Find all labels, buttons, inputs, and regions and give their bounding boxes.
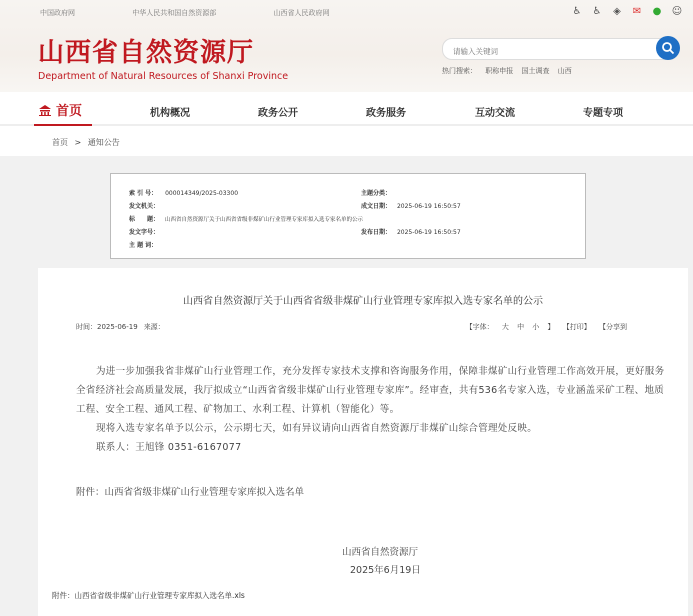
breadcrumb <box>52 137 120 148</box>
home-icon <box>38 104 52 116</box>
top-links <box>40 8 384 18</box>
font-size-medium-button[interactable]: 中 <box>517 323 525 331</box>
time-label: 时间： <box>76 323 97 331</box>
article-title: 山西省自然资源厅关于山西省省级非煤矿山行业管理专家库拟入选专家名单的公示 <box>183 296 543 307</box>
article-signature: 山西省自然资源厅 <box>342 547 419 558</box>
meta-title-value: 山西省自然资源厅关于山西省省级非煤矿山行业管理专家库拟入选专家名单的公示 <box>164 217 363 223</box>
document-meta-table <box>110 173 586 259</box>
meta-index-value: 000014349/2025-03300 <box>165 190 239 197</box>
main-nav <box>0 96 693 126</box>
breadcrumb-separator: > <box>74 138 82 147</box>
site-title[interactable]: 山西省自然资源厅 <box>38 38 255 68</box>
hot-search-label: 热门搜索： <box>442 67 477 75</box>
top-link-mnr[interactable]: 中华人民共和国自然资源部 <box>132 9 217 17</box>
mobile-icon[interactable]: ◈ <box>613 6 621 17</box>
source-label: 来源： <box>143 323 165 331</box>
hot-search <box>442 66 578 76</box>
meta-index-label: 索 引 号： <box>129 190 158 197</box>
breadcrumb-home[interactable]: 首页 <box>52 138 68 147</box>
meta-category-label: 主题分类： <box>361 190 392 197</box>
article-tools <box>466 322 627 332</box>
article-panel <box>38 268 688 616</box>
hot-search-item[interactable]: 山西 <box>557 67 572 75</box>
attachment-file-link[interactable]: 附件：山西省省级非煤矿山行业管理专家库拟入选名单.xls <box>52 591 245 600</box>
meta-created-value: 2025-06-19 16:50:57 <box>396 203 461 210</box>
nav-item-services[interactable]: 政务服务 <box>366 108 406 119</box>
user-icon[interactable]: ☺ <box>671 6 683 17</box>
font-size-end: 】 <box>547 323 555 331</box>
hot-search-item[interactable]: 职称申报 <box>485 67 514 75</box>
nav-item-about[interactable]: 机构概况 <box>150 108 190 119</box>
time-value: 2025-06-19 <box>97 323 138 331</box>
breadcrumb-current[interactable]: 通知公告 <box>87 138 120 147</box>
article-sign-date: 2025年6月19日 <box>350 565 421 576</box>
nav-item-home[interactable]: 首页 <box>38 100 82 119</box>
meta-keywords-label: 主 题 词： <box>129 242 158 249</box>
nav-item-gov-affairs[interactable]: 政务公开 <box>258 108 298 119</box>
weibo-icon[interactable]: ✉ <box>632 6 642 17</box>
meta-pubdate-label: 发布日期： <box>361 229 392 236</box>
article-body <box>76 362 666 457</box>
font-size-small-button[interactable]: 小 <box>532 323 540 331</box>
nav-item-interaction[interactable]: 互动交流 <box>475 108 515 119</box>
hot-search-item[interactable]: 国土调查 <box>521 67 550 75</box>
search-input[interactable] <box>451 46 635 57</box>
meta-pubdate-value: 2025-06-19 16:50:57 <box>396 229 461 236</box>
meta-title-label: 标 题： <box>129 216 160 223</box>
site-header <box>0 0 693 92</box>
nav-active-indicator <box>34 124 92 126</box>
share-button[interactable]: 【分享到 <box>599 323 627 331</box>
search-box <box>442 38 679 60</box>
meta-created-label: 成文日期： <box>361 203 392 210</box>
article-contact: 联系人：王旭锋 0351-6167077 <box>96 442 242 453</box>
font-size-label: 【字体： <box>465 323 494 331</box>
print-button[interactable]: 【打印】 <box>562 323 591 331</box>
top-icons <box>571 6 683 17</box>
nav-item-topics[interactable]: 专题专项 <box>583 108 623 119</box>
wechat-icon[interactable]: ● <box>652 6 662 17</box>
accessibility-icon[interactable]: ♿ <box>572 6 582 17</box>
meta-docno-label: 发文字号： <box>129 229 160 236</box>
article-info <box>76 322 165 332</box>
article-paragraph: 为进一步加强我省非煤矿山行业管理工作，充分发挥专家技术支撑和咨询服务作用，保障非煤矿山行业管理工作高效开展，更好服务全省经济社会高质量发展，我厅拟成立“山西省省级非煤矿山行业管理专家库”。经审查，共有536名专家入选，专业涵盖采矿工程、地质工程、安全工程、通风工程、矿物加工、水利工程、计算机（智能化）等。 <box>76 366 665 415</box>
elderly-mode-icon[interactable]: ♿ <box>592 6 602 17</box>
meta-publisher-label: 发文机关： <box>129 203 160 210</box>
top-link-gov[interactable]: 中国政府网 <box>40 9 75 17</box>
article-attachment-note: 附件：山西省省级非煤矿山行业管理专家库拟入选名单 <box>76 487 305 498</box>
article-paragraph: 现将入选专家名单予以公示，公示期七天，如有异议请向山西省自然资源厅非煤矿山综合管理处反映。 <box>96 423 538 434</box>
font-size-large-button[interactable]: 大 <box>501 323 509 331</box>
nav-underline <box>0 124 693 126</box>
top-link-shanxi[interactable]: 山西省人民政府网 <box>273 9 330 17</box>
search-button[interactable] <box>656 36 680 60</box>
search-icon <box>661 41 675 55</box>
site-title-en: Department of Natural Resources of Shanxi Province <box>38 71 289 82</box>
